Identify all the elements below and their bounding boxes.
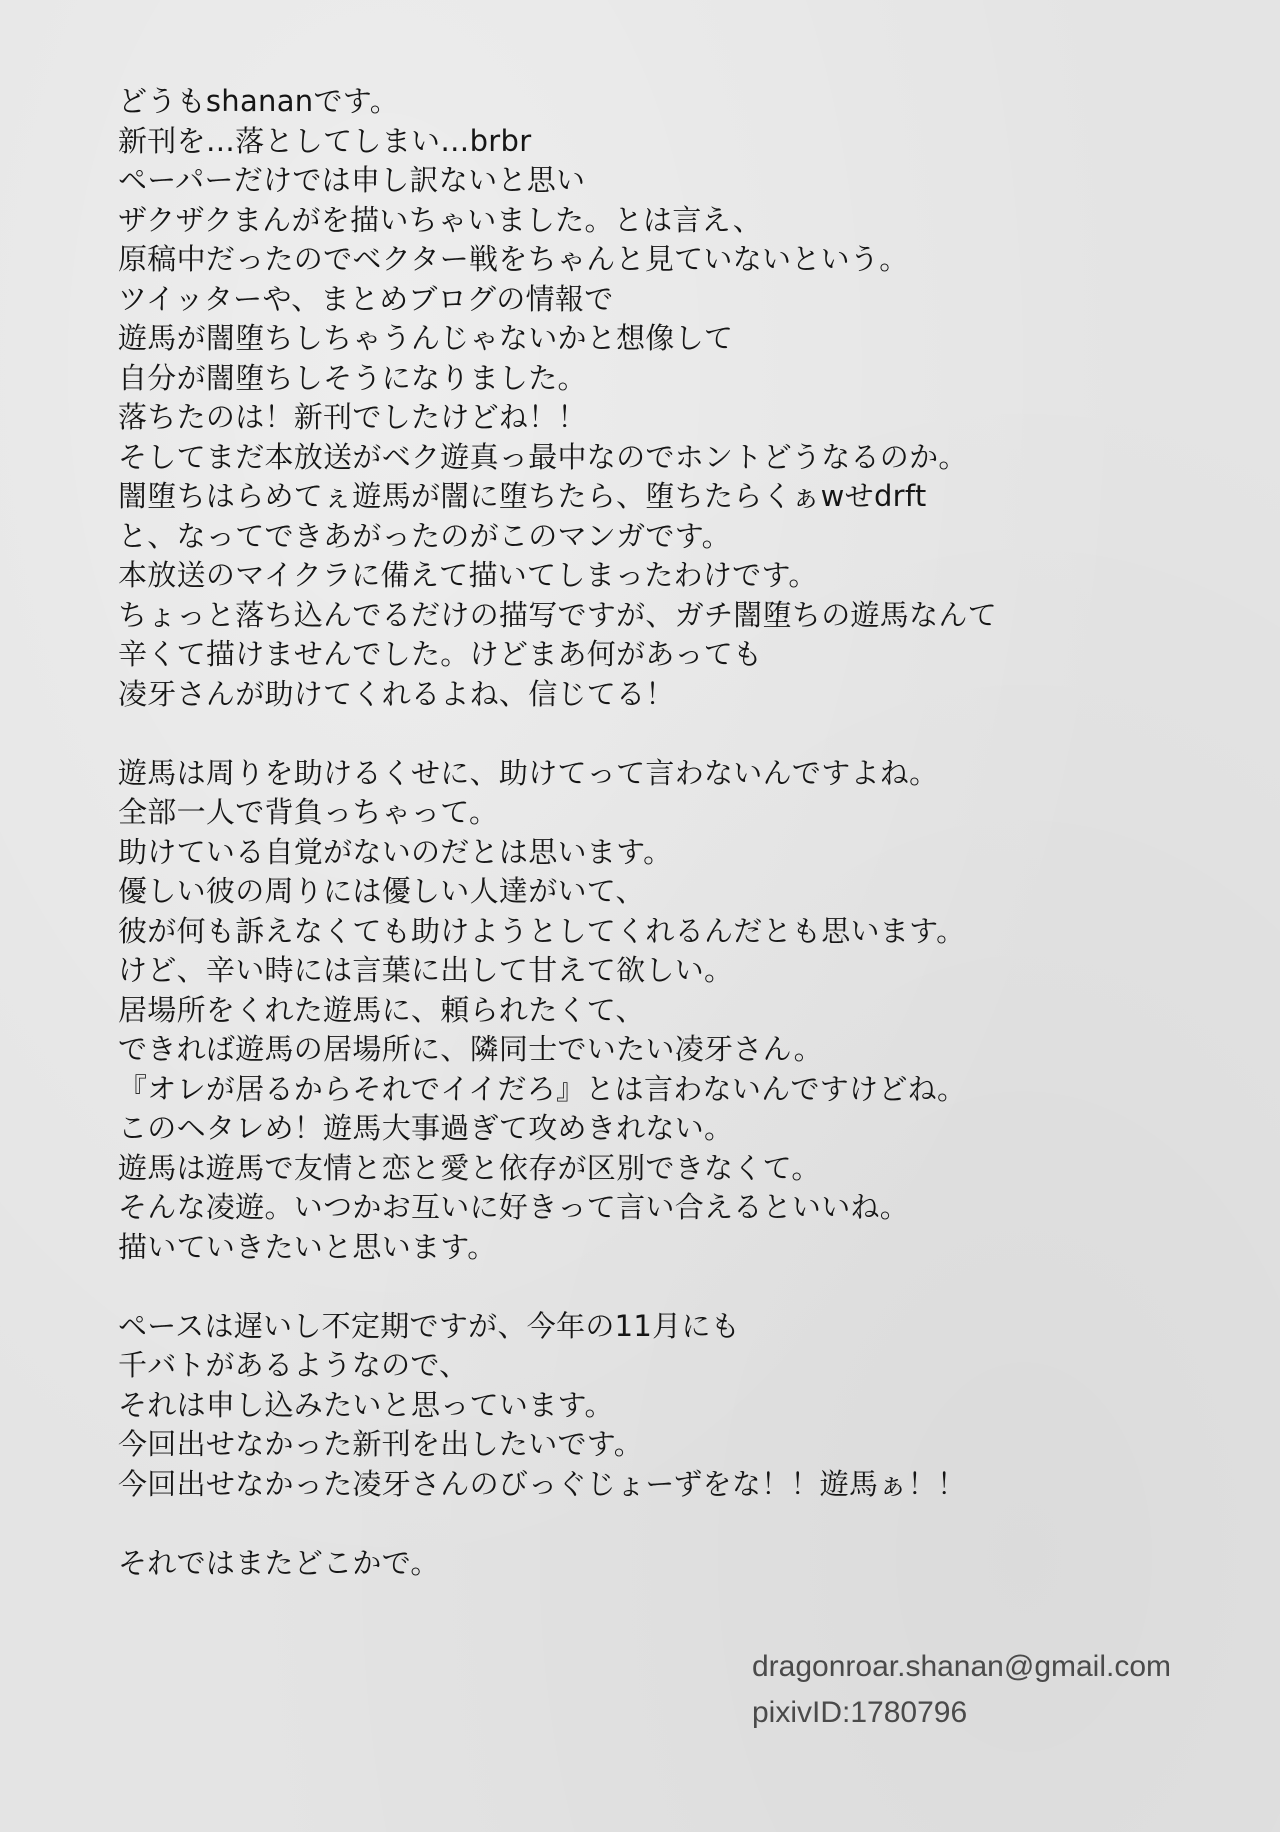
text-line: ザクザクまんがを描いちゃいました。とは言え、 — [118, 202, 763, 237]
paragraph-break — [118, 1267, 1198, 1307]
text-line: 彼が何も訴えなくても助けようとしてくれるんだとも思います。 — [118, 913, 966, 948]
text-line: 辛くて描けませんでした。けどまあ何があっても — [118, 637, 763, 671]
text-line: 遊馬は周りを助けるくせに、助けてって言わないんですよね。 — [118, 755, 939, 790]
paragraph-break — [118, 1504, 1198, 1544]
text-line: 千バトがあるようなので、 — [118, 1348, 469, 1382]
paragraph-break — [118, 714, 1198, 754]
text-line: 居場所をくれた遊馬に、頼られたくて、 — [118, 992, 645, 1027]
text-line: 凌牙さんが助けてくれるよね、信じてる！ — [118, 676, 675, 711]
text-line: 新刊を…落としてしまい…brbr — [118, 123, 532, 158]
text-line: できれば遊馬の居場所に、隣同士でいたい凌牙さん。 — [118, 1032, 823, 1066]
text-line: 全部一人で背負っちゃって。 — [118, 795, 499, 829]
text-line: そしてまだ本放送がベク遊真っ最中なのでホントどうなるのか。 — [118, 439, 968, 474]
text-line: ペーパーだけでは申し訳ないと思い — [118, 163, 586, 197]
text-line: 優しい彼の周りには優しい人達がいて、 — [118, 874, 645, 908]
text-line: ちょっと落ち込んでるだけの描写ですが、ガチ闇堕ちの遊馬なんて — [118, 597, 998, 632]
text-line: 遊馬が闇堕ちしちゃうんじゃないかと想像して — [118, 321, 734, 355]
text-line: どうもshananです。 — [118, 84, 400, 118]
email-address: dragonroar.shanan@gmail.com — [752, 1650, 1172, 1683]
text-line: 遊馬は遊馬で友情と恋と愛と依存が区別できなくて。 — [118, 1150, 821, 1185]
text-line: けど、辛い時には言葉に出して甘えて欲しい。 — [118, 953, 734, 987]
text-line: ツイッターや、まとめブログの情報で — [118, 281, 614, 316]
text-line: このヘタレめ！遊馬大事過ぎて攻めきれない。 — [118, 1111, 734, 1145]
text-line: 落ちたのは！新刊でしたけどね！！ — [118, 400, 587, 434]
text-line: それではまたどこかで。 — [118, 1545, 440, 1580]
text-line: 描いていきたいと思います。 — [118, 1229, 497, 1264]
text-line: 自分が闇堕ちしそうになりました。 — [118, 360, 587, 395]
text-line: 原稿中だったのでベクター戦をちゃんと見ていないという。 — [118, 242, 909, 276]
afterword-text — [118, 82, 1198, 1583]
text-line: それは申し込みたいと思っています。 — [118, 1387, 614, 1422]
text-line: 『オレが居るからそれでイイだろ』とは言わないんですけどね。 — [118, 1071, 967, 1106]
text-line: 本放送のマイクラに備えて描いてしまったわけです。 — [118, 558, 818, 592]
pixiv-id: pixivID:1780796 — [752, 1696, 968, 1729]
text-line: ペースは遅いし不定期ですが、今年の11月にも — [118, 1308, 741, 1343]
text-line: 今回出せなかった凌牙さんのびっぐじょーずをな！！遊馬ぁ！！ — [118, 1466, 967, 1501]
text-line: 助けている自覚がないのだとは思います。 — [118, 834, 673, 869]
text-line: 今回出せなかった新刊を出したいです。 — [118, 1427, 644, 1461]
contact-info — [752, 1644, 1171, 1736]
text-line: 闇堕ちはらめてぇ遊馬が闇に堕ちたら、堕ちたらくぁwせdrft — [118, 479, 927, 513]
text-line: そんな凌遊。いつかお互いに好きって言い合えるといいね。 — [118, 1190, 910, 1224]
text-line: と、なってできあがったのがこのマンガです。 — [118, 518, 731, 553]
